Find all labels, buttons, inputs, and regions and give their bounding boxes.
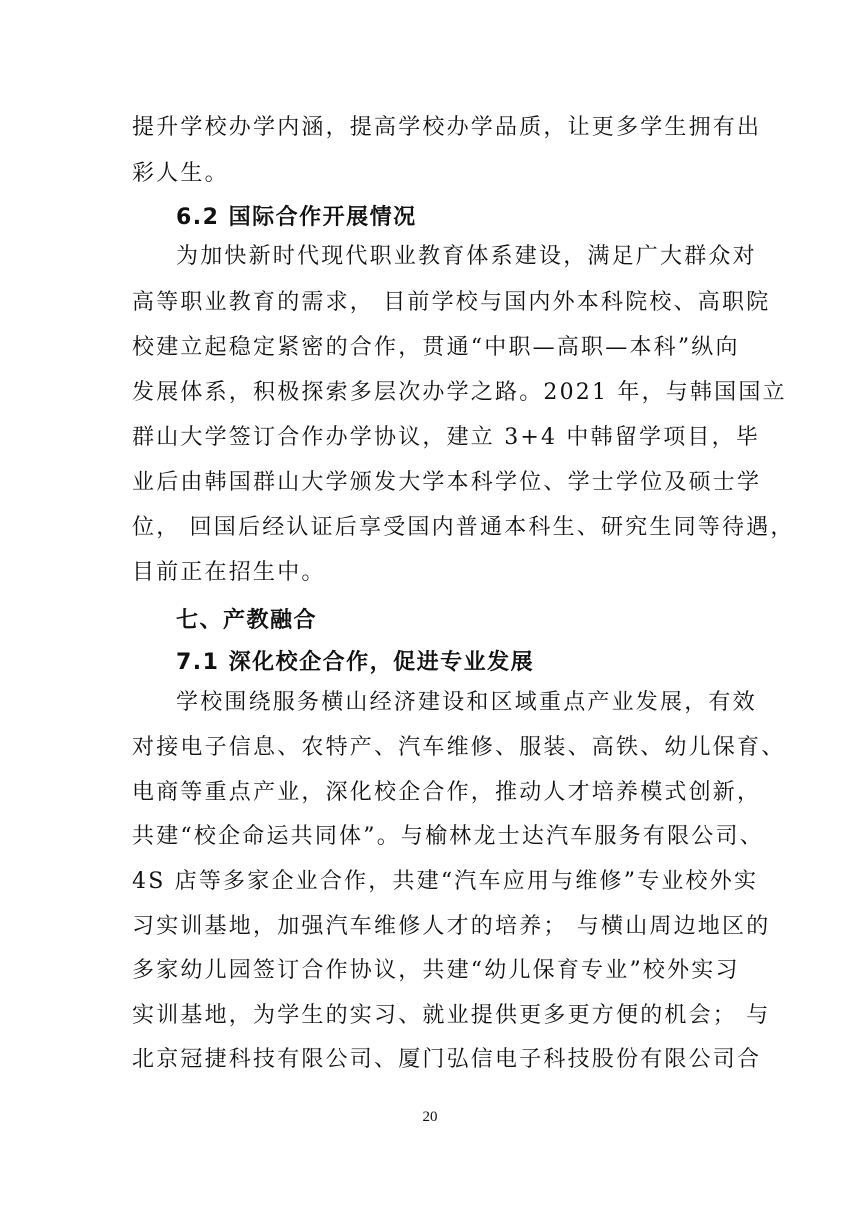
paragraph-line: 学校围绕服务横山经济建设和区域重点产业发展，有效 [176, 690, 757, 715]
paragraph-line: 多家幼儿园签订合作协议，共建“幼儿保育专业”校外实习 [132, 958, 740, 983]
page-number: 20 [422, 1109, 438, 1125]
paragraph-line: 目前正在招生中。 [132, 560, 326, 585]
section-heading-6-2: 6.2 国际合作开展情况 [176, 205, 417, 230]
paragraph-line: 对接电子信息、农特产、汽车维修、服装、高铁、幼儿保育、 [132, 735, 786, 760]
chapter-heading-7: 七、产教融合 [176, 608, 318, 633]
paragraph-line: 共建“校企命运共同体”。与榆林龙士达汽车服务有限公司、 [132, 824, 764, 849]
paragraph-line: 为加快新时代现代职业教育体系建设，满足广大群众对 [176, 244, 757, 269]
paragraph-line: 群山大学签订合作办学协议，建立 3+4 中韩留学项目，毕 [132, 425, 761, 450]
paragraph-line: 4S 店等多家企业合作，共建“汽车应用与维修”专业校外实 [132, 869, 759, 894]
paragraph-line: 校建立起稳定紧密的合作，贯通“中职—高职—本科”纵向 [132, 335, 740, 360]
paragraph-line: 位， 回国后经认证后享受国内普通本科生、研究生同等待遇， [132, 515, 795, 540]
paragraph-line: 实训基地，为学生的实习、就业提供更多更方便的机会； 与 [132, 1003, 771, 1028]
paragraph-line: 电商等重点产业，深化校企合作，推动人才培养模式创新， [132, 780, 762, 805]
paragraph-line: 提升学校办学内涵，提高学校办学品质，让更多学生拥有出 [132, 115, 762, 140]
section-heading-7-1: 7.1 深化校企合作，促进专业发展 [176, 650, 535, 675]
paragraph-line: 高等职业教育的需求， 目前学校与国内外本科院校、高职院 [132, 290, 771, 315]
paragraph-line: 北京冠捷科技有限公司、厦门弘信电子科技股份有限公司合 [132, 1047, 762, 1072]
paragraph-line: 发展体系，积极探索多层次办学之路。2021 年，与韩国国立 [132, 380, 787, 405]
paragraph-line: 习实训基地，加强汽车维修人才的培养； 与横山周边地区的 [132, 914, 771, 939]
paragraph-line: 业后由韩国群山大学颁发大学本科学位、学士学位及硕士学 [132, 470, 762, 495]
paragraph-line: 彩人生。 [132, 161, 229, 186]
